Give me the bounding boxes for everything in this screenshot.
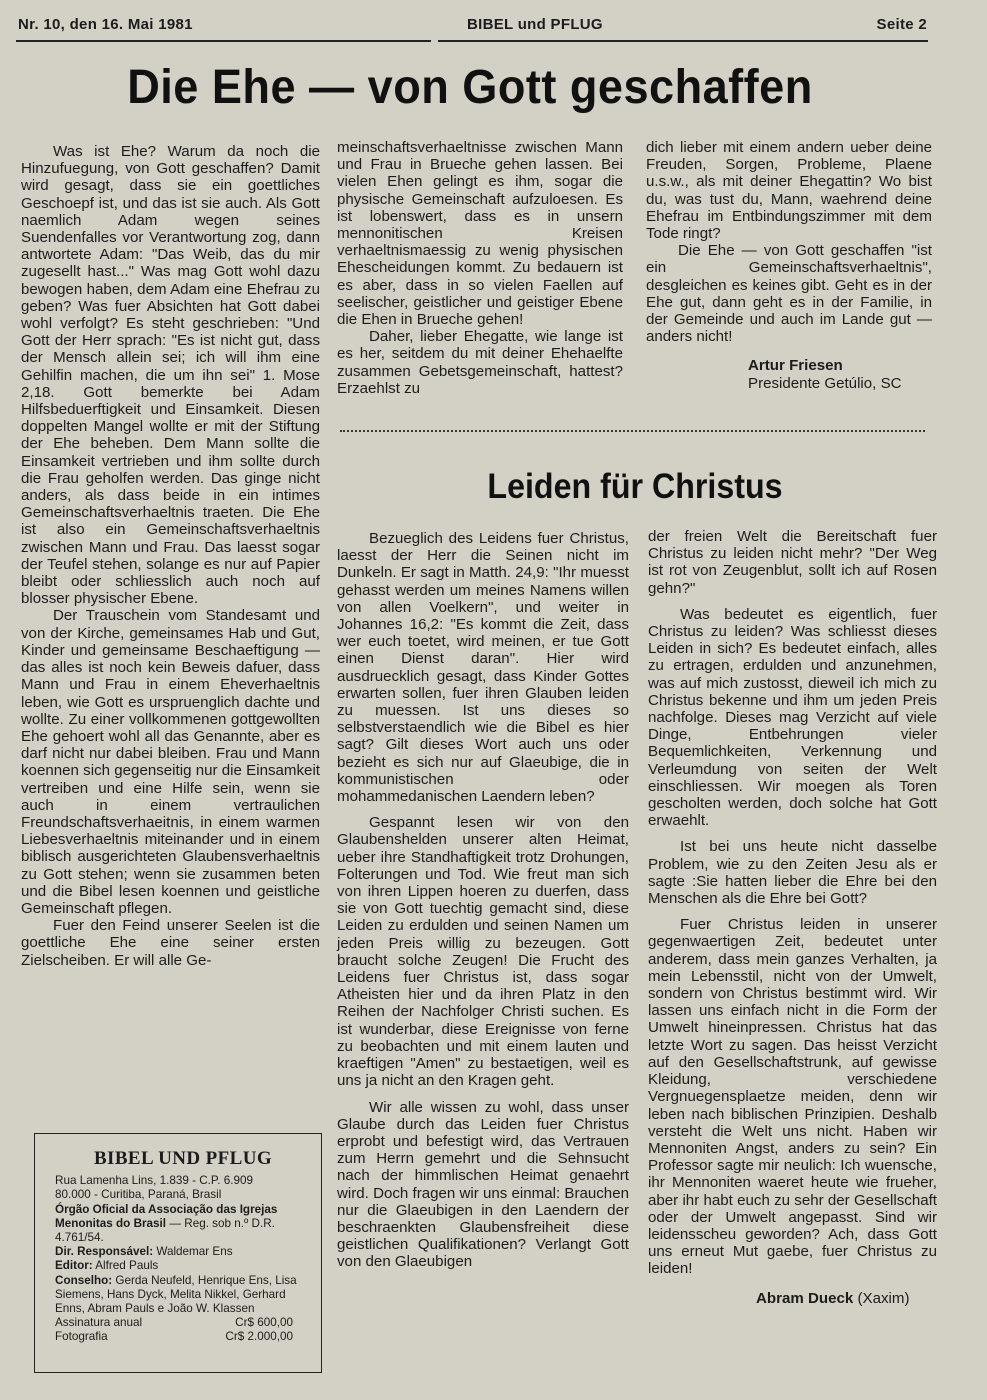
article2-paragraph: Ist bei uns heute nicht dasselbe Problem, wie zu den Zeiten Jesu als er sagte :Sie hatten lieber die Ehre bei den Menschen als die Ehre bei Gott? — [648, 838, 937, 908]
article2-column-3 — [648, 528, 937, 1307]
impressum-subscription-price: Cr$ 600,00 — [235, 1316, 293, 1330]
impressum-director — [55, 1245, 311, 1259]
impressum-title: BIBEL UND PFLUG — [93, 1148, 273, 1169]
impressum-address-2: 80.000 - Curitiba, Paraná, Brasil — [55, 1188, 222, 1202]
impressum-council-members: Gerda Neufeld, Henrique Ens, Lisa Siemens, Hans Dyck, Melita Nikkel, Gerhard Enns, Abram Pauls e João W. Klassen — [55, 1273, 297, 1316]
article1-author-place: Presidente Getúlio, SC — [748, 374, 902, 392]
article1-column-2 — [337, 139, 623, 397]
article2-paragraph: Was bedeutet es eigentlich, fuer Christus zu leiden? Was schliesst dieses Leiden in sich? Es bedeutet einfach, alles zu ertragen, erdulden und anzunehmen, was auf mich zustosst, dieweil ich mich zu Christus bekenne und ihm um jeden Preis nachfolge. Dieses mag Verzicht auf viele Dinge, Entbehrungen vieler Bequemlichkeiten, Verkennung und Verleumdung von seiten der Welt einschliessen. Wir moegen als Toren gescholten werden, doch solche hat Gott erwaehlt. — [648, 605, 937, 830]
paper-name: BIBEL und PFLUG — [467, 16, 603, 33]
article1-paragraph: Die Ehe — von Gott geschaffen "ist ein Gemeinschaftsverhaeltnis", desgleichen es keines gibt. Geht es in der Ehe gut, dann geht es in der Familie, in der Gemeinde und auch im Lande gut — anders nicht! — [646, 242, 932, 346]
issue-date: Nr. 10, den 16. Mai 1981 — [18, 16, 193, 33]
article2-author-place: (Xaxim) — [857, 1289, 910, 1307]
article1-column-3 — [646, 139, 932, 392]
impressum-organ-label: Órgão Oficial da Associação das Igrejas Menonitas do Brasil — [55, 1202, 278, 1230]
page-number: Seite 2 — [876, 16, 927, 33]
impressum-subscription-label: Assinatura anual — [55, 1316, 143, 1330]
article1-paragraph: dich lieber mit einem andern ueber deine Freuden, Sorgen, Probleme, Plaene u.s.w., als mit deiner Ehegattin? Wo bist du, was tust du, Mann, waehrend deine Ehefrau im Entbindungszimmer mit dem Tode ringt? — [646, 139, 932, 243]
article2-column-2 — [337, 530, 629, 1271]
article1-paragraph: Fuer den Feind unserer Seelen ist die goettliche Ehe eine seiner ersten Zielscheiben. Er will alle Ge- — [21, 917, 320, 969]
impressum-photo-label: Fotografia — [55, 1330, 108, 1344]
article2-paragraph: Gespannt lesen wir von den Glaubenshelden unserer alten Heimat, ueber ihre Standhaftigkeit trotz Drohungen, Folterungen und Tod. Wie freut man sich von ihren Lippen hoeren zu duerfen, dass sie von Gott tuechtig gemacht sind, diese Leiden zu erdulden und seinen Namen um jeden Preis willig zu bezeugen. Gott braucht solche Zeugen! Die Frucht des Leidens fuer Christus ist, dass sogar Atheisten hier und da ihren Platz in den Reihen der Nachfolger Christi suchen. Es ist wunderbar, diese Ereignisse von ferne zu beobachten und mit einem lauten und kraeftigen "Amen" zu bestaetigen, weil es uns ja nicht an den Kragen geht. — [337, 814, 629, 1090]
impressum-council — [55, 1274, 311, 1317]
article2-paragraph: Fuer Christus leiden in unserer gegenwaertigen Zeit, bedeutet unter anderem, dass mein ganzes Verhalten, ja mein Lebensstil, nicht von der Umwelt, sondern von Christus bestimmt wird. Wir lassen uns einfach nicht in die Form der Umwelt hineinpressen. Christus hat das letzte Wort zu sagen. Das heisst Verzicht auf den Gesellschaftstrunk, auf gewisse Kleidung, verschiedene Vergnuegensplaetze meiden, denn wir leben nach biblischen Prinzipien. Deshalb versteht die Welt uns nicht. Haben wir Mennoniten Angst, anders zu sein? Ein Professor sagte mir neulich: Ich wuensche, ihr Mennoniten waeret heute wie frueher, aber ihr habt euch zu sehr der Gesellschaft oder der Umwelt angepasst. Sind wir leidensscheu geworden? Ach, dass Gott uns erneut Mut gaebe, fuer Christus zu leiden! — [648, 916, 937, 1278]
article1-paragraph: Der Trauschein vom Standesamt und von der Kirche, gemeinsames Hab und Gut, Kinder und gemeinsame Beschaeftigung — das alles ist noch kein Beweis dafuer, dass Mann und Frau in einem Eheverhaeltnis leben, wie Gott es urspruenglich dachte und wollte. Zu einer vollkommenen gottgewollten Ehe gehoert wohl all das Genannte, aber es darf nicht nur dabei bleiben. Frau und Mann koennen sich gegenseitig nur die Einsamkeit vertreiben und eine Hilfe sein, wenn sie auch in einem vertraulichen Freundschaftsverhaeitnis, in einem warmen Liebesverhaeltnis miteinander und in einem biblisch ausgerichteten Glaubensverhaeltnis zu Gott stehen; wenn sie zusammen beten und die Bibel lesen koennen und geistliche Gemeinschaft pflegen. — [21, 607, 320, 917]
impressum-editor — [55, 1259, 311, 1273]
article1-column-1 — [21, 143, 320, 969]
impressum-editor-label: Editor: — [55, 1259, 93, 1273]
article1-title: Die Ehe — von Gott geschaffen — [127, 61, 813, 114]
article2-paragraph: Bezueglich des Leidens fuer Christus, laesst der Herr die Seinen nicht im Dunkeln. Er sagt in Matth. 24,9: "Ihr muesst gehasst werden um meines Namens willen von allen Voelkern", und weiter in Johannes 16,2: "Es kommt die Zeit, dass wer euch toetet, wird meinen, er tue Gott einen Dienst daran". Hier wird ausdruecklich gesagt, dass Kinder Gottes erwarten sollen, fuer ihren Glauben leiden zu muessen. Ist uns dieses so selbstverstaendlich wie die Bibel es hier sagt? Gilt dieses Wort auch uns oder bezieht es sich nur auf Glaeubige, die in kommunistischen oder mohammedanischen Laendern leben? — [337, 530, 629, 806]
article1-paragraph: Daher, lieber Ehegatte, wie lange ist es her, seitdem du mit deiner Ehehaelfte zusammen Gebetsgemeinschaft, hattest? Erzaehlst zu — [337, 328, 623, 397]
impressum-organ — [55, 1203, 311, 1246]
impressum-box — [34, 1133, 322, 1373]
impressum-photo — [55, 1330, 311, 1344]
impressum-director-name: Waldemar Ens — [156, 1245, 233, 1259]
article2-title: Leiden für Christus — [487, 467, 783, 506]
article1-paragraph: Was ist Ehe? Warum da noch die Hinzufuegung, von Gott geschaffen? Damit wird gesagt, dass sie ein goettliches Geschoepf ist, und das ist sie auch. Als Gott naemlich Adam wegen seines Suendenfalles vor Verantwortung zog, dann antwortete Adam: "Das Weib, das du mir zugesellt hast..." Was mag Gott wohl dazu bewogen haben, dem Adam eine Ehefrau zu geben? Was fuer Absichten hat Gott dabei wohl verfolgt? Es steht geschrieben: "Und Gott der Herr sprach: "Es ist nicht gut, dass der Mensch allein sei; ich will ihm eine Gehilfin machen, die um ihn sei" 1. Mose 2,18. Gott bemerkte bei Adam Hilfsbeduerftigkeit und Einsamkeit. Diesen doppelten Mangel wollte er mit der Stiftung der Ehe beheben. Dem Mann sollte die Einsamkeit vertrieben und ihm sollte durch die Frau geholfen werden. Das ginge nicht anders, als dass beide in ein intimes Gemeinschaftsverhaeltnis traeten. Die Ehe ist also ein Gemeinschaftsverhaeltnis zwischen Mann und Frau. Das laesst sogar der Teufel stehen, solange es nur auf Papier bleibt oder schliesslich auch noch auf blosser physischer Ebene. — [21, 143, 320, 608]
impressum-address-1: Rua Lamenha Lins, 1.839 - C.P. 6.909 — [55, 1174, 253, 1188]
article-separator — [340, 430, 925, 432]
impressum-council-label: Conselho: — [55, 1273, 113, 1287]
impressum-organ-registration: — Reg. sob n.º D.R. 4.761/54. — [55, 1216, 275, 1245]
header-rule-right — [438, 40, 928, 42]
impressum-editor-name: Alfred Pauls — [95, 1259, 159, 1273]
article2-paragraph: der freien Welt die Bereitschaft fuer Christus zu leiden nicht mehr? "Der Weg ist rot von Zeugenblut, sollt ich auf Rosen gehn?" — [648, 528, 937, 597]
impressum-photo-price: Cr$ 2.000,00 — [225, 1330, 293, 1344]
article1-paragraph: meinschaftsverhaeltnisse zwischen Mann und Frau in Brueche gehen lassen. Bei vielen Ehen gelingt es ihm, sogar die physische Gemeinschaft aufzuloesen. Es ist lobenswert, dass es in unsern mennonitischen Kreisen verhaeltnismaessig zu wenig physischen Ehescheidungen kommt. Zu bedauern ist es aber, dass in so vielen Faellen auf seelischer, geistlicher und geistiger Ebene die Ehen in Brueche gehen! — [337, 139, 623, 329]
article2-paragraph: Wir alle wissen zu wohl, dass unser Glaube durch das Leiden fuer Christus erprobt und befestigt wird, das Vertrauen zum Herrn gemehrt und die Sehnsucht nach der himmlischen Heimat genaehrt wird. Doch fragen wir uns einmal: Brauchen nur die Glaeubigen in den Laendern der beschraenkten Glaubensfreiheit diese geistlichen Qualifikationen? Verlangt Gott von den Glaeubigen — [337, 1098, 629, 1271]
header-rule-left — [16, 40, 431, 42]
impressum-director-label: Dir. Responsável: — [55, 1245, 154, 1259]
article1-author: Artur Friesen — [748, 357, 843, 375]
impressum-subscription — [55, 1316, 311, 1330]
article2-author: Abram Dueck — [756, 1289, 854, 1307]
